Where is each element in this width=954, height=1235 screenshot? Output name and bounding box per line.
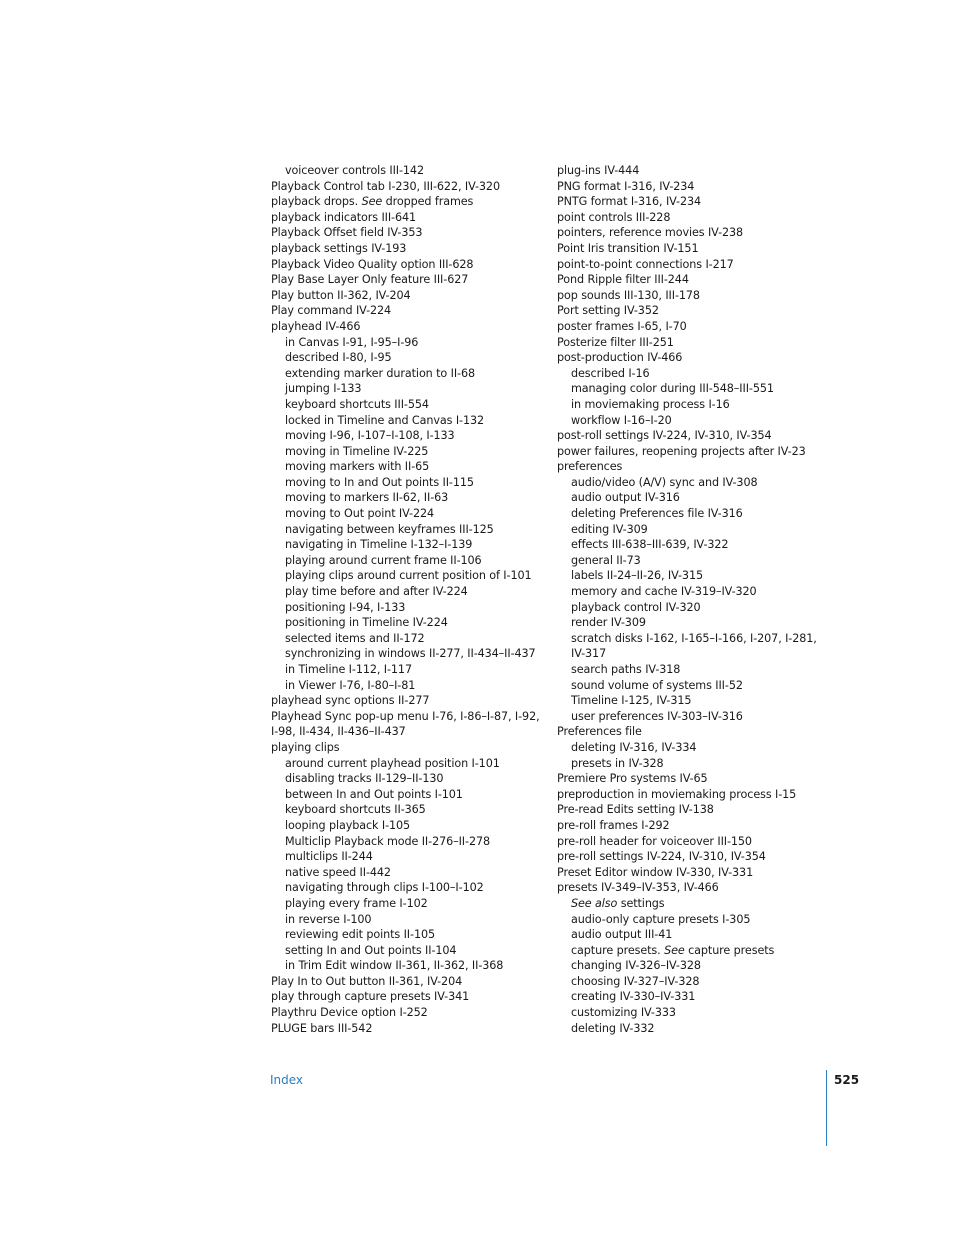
index-entry: pop sounds III-130, III-178 [557, 288, 700, 302]
index-entry: moving markers with II-65 [285, 460, 430, 474]
index-entry: described I-80, I-95 [285, 351, 392, 365]
index-entry: in Trim Edit window II-361, II-362, II-368 [285, 959, 504, 973]
index-entry: Play Base Layer Only feature III-627 [271, 273, 469, 287]
index-entry: selected items and II-172 [285, 631, 425, 645]
index-entry [557, 943, 807, 959]
index-entry: PNTG format I-316, IV-234 [557, 195, 702, 209]
index-entry: audio-only capture presets I-305 [571, 912, 751, 926]
index-cross-reference: See [664, 943, 685, 957]
index-entry-text: playback drops. [271, 195, 362, 209]
index-entry: navigating in Timeline I-132–I-139 [285, 538, 473, 552]
index-entry: I-98, II-434, II-436–II-437 [271, 725, 406, 739]
index-entry: Playthru Device option I-252 [271, 1006, 428, 1020]
index-entry: post-roll settings IV-224, IV-310, IV-354 [557, 429, 772, 443]
index-entry: navigating through clips I-100–I-102 [285, 881, 484, 895]
index-entry: playing clips [271, 740, 340, 754]
index-entry: render IV-309 [571, 616, 646, 630]
index-cross-reference: See also [571, 896, 618, 910]
index-entry: moving to In and Out points II-115 [285, 475, 474, 489]
index-entry: IV-317 [571, 647, 607, 661]
index-entry: sound volume of systems III-52 [571, 678, 743, 692]
index-entry: Play command IV-224 [271, 304, 392, 318]
index-entry: effects III-638–III-639, IV-322 [571, 538, 729, 552]
index-entry: pre-roll frames I-292 [557, 818, 670, 832]
index-entry: post-production IV-466 [557, 351, 683, 365]
index-entry: positioning I-94, I-133 [285, 600, 406, 614]
index-entry: playback indicators III-641 [271, 210, 417, 224]
index-entry: in Viewer I-76, I-80–I-81 [285, 678, 416, 692]
index-entry: poster frames I-65, I-70 [557, 319, 687, 333]
index-entry: jumping I-133 [285, 382, 362, 396]
index-entry: positioning in Timeline IV-224 [285, 616, 448, 630]
index-entry: Point Iris transition IV-151 [557, 241, 699, 255]
page-number: 525 [834, 1073, 860, 1087]
index-entry: playing clips around current position of I-101 [285, 569, 532, 583]
index-entry: Playhead Sync pop-up menu I-76, I-86–I-87, I-92, [271, 709, 540, 723]
index-column-right [557, 163, 817, 1036]
index-entry: scratch disks I-162, I-165–I-166, I-207, I-281, [571, 631, 817, 645]
index-entry: multiclips II-244 [285, 850, 373, 864]
index-entry: PNG format I-316, IV-234 [557, 179, 695, 193]
index-entry: in Timeline I-112, I-117 [285, 663, 412, 676]
index-entry: audio output III-41 [571, 928, 673, 942]
index-entry: Multiclip Playback mode II-276–II-278 [285, 834, 491, 848]
index-entry: audio output IV-316 [571, 491, 680, 505]
index-entry: disabling tracks II-129–II-130 [285, 772, 444, 786]
index-entry: keyboard shortcuts II-365 [285, 803, 426, 817]
index-entry: play through capture presets IV-341 [271, 990, 470, 1004]
index-entry: Premiere Pro systems IV-65 [557, 772, 708, 786]
index-entry: deleting IV-332 [571, 1021, 655, 1035]
index-column-left [271, 163, 541, 1036]
index-entry: synchronizing in windows II-277, II-434–II-437 [285, 647, 536, 661]
index-entry: Playback Video Quality option III-628 [271, 257, 474, 271]
index-entry: Pond Ripple filter III-244 [557, 273, 689, 287]
index-entry [557, 896, 807, 912]
index-entry: playback settings IV-193 [271, 241, 407, 255]
index-entry: presets IV-349–IV-353, IV-466 [557, 881, 719, 895]
index-entry: playback control IV-320 [571, 600, 701, 614]
index-entry: PLUGE bars III-542 [271, 1021, 373, 1035]
index-entry: moving to markers II-62, II-63 [285, 491, 449, 505]
index-entry: general II-73 [571, 553, 641, 567]
index-entry: deleting IV-316, IV-334 [571, 740, 697, 754]
index-entry: voiceover controls III-142 [285, 164, 424, 177]
index-entry: pointers, reference movies IV-238 [557, 226, 744, 240]
index-entry: Playback Control tab I-230, III-622, IV-320 [271, 179, 500, 193]
index-entry: Play In to Out button II-361, IV-204 [271, 974, 463, 988]
index-entry: reviewing edit points II-105 [285, 928, 435, 942]
index-entry-target: dropped frames [382, 195, 474, 209]
index-cross-reference: See [361, 195, 383, 209]
index-entry: described I-16 [571, 366, 650, 380]
index-entry: presets in IV-328 [571, 756, 664, 770]
footer-section-label: Index [270, 1073, 304, 1087]
index-entry: between In and Out points I-101 [285, 787, 463, 801]
index-entry: Playback Offset field IV-353 [271, 226, 423, 240]
index-entry: around current playhead position I-101 [285, 756, 500, 770]
index-entry: Port setting IV-352 [557, 304, 659, 318]
index-entry: editing IV-309 [571, 522, 648, 536]
index-entry: labels II-24–II-26, IV-315 [571, 569, 703, 583]
index-entry: search paths IV-318 [571, 663, 681, 676]
index-entry-text: capture presets. [571, 943, 665, 957]
index-entry: changing IV-326–IV-328 [571, 959, 701, 973]
index-entry: moving in Timeline IV-225 [285, 444, 429, 458]
index-entry: keyboard shortcuts III-554 [285, 397, 429, 411]
index-entry: deleting Preferences file IV-316 [571, 507, 743, 521]
index-entry: preproduction in moviemaking process I-15 [557, 787, 797, 801]
index-entry: playing around current frame II-106 [285, 553, 482, 567]
index-entry: Preset Editor window IV-330, IV-331 [557, 865, 754, 879]
index-entry [271, 194, 541, 210]
index-entry: playhead sync options II-277 [271, 694, 430, 708]
index-entry: Play button II-362, IV-204 [271, 288, 411, 302]
index-entry: in Canvas I-91, I-95–I-96 [285, 335, 419, 349]
index-entry-target: settings [617, 896, 665, 910]
index-entry: playing every frame I-102 [285, 896, 428, 910]
index-entry: navigating between keyframes III-125 [285, 522, 494, 536]
index-entry: moving I-96, I-107–I-108, I-133 [285, 429, 455, 443]
footer-divider [826, 1070, 827, 1146]
index-entry: plug-ins IV-444 [557, 164, 640, 177]
index-entry: Preferences file [557, 725, 642, 739]
index-entry: Pre-read Edits setting IV-138 [557, 803, 714, 817]
index-entry: user preferences IV-303–IV-316 [571, 709, 743, 723]
index-entry: Timeline I-125, IV-315 [571, 694, 692, 708]
index-entry: memory and cache IV-319–IV-320 [571, 585, 757, 599]
index-entry: audio/video (A/V) sync and IV-308 [571, 475, 758, 489]
index-entry: point controls III-228 [557, 210, 671, 224]
index-entry: preferences [557, 460, 623, 474]
index-entry: looping playback I-105 [285, 818, 411, 832]
index-entry: extending marker duration to II-68 [285, 366, 475, 380]
index-entry: choosing IV-327–IV-328 [571, 974, 700, 988]
index-entry: playhead IV-466 [271, 319, 361, 333]
index-entry: moving to Out point IV-224 [285, 507, 435, 521]
index-entry: workflow I-16–I-20 [571, 413, 672, 427]
index-entry: managing color during III-548–III-551 [571, 382, 774, 396]
index-entry: native speed II-442 [285, 865, 391, 879]
index-entry: in moviemaking process I-16 [571, 397, 730, 411]
index-entry: in reverse I-100 [285, 912, 372, 926]
index-entry: customizing IV-333 [571, 1006, 676, 1020]
index-entry: point-to-point connections I-217 [557, 257, 734, 271]
index-entry: locked in Timeline and Canvas I-132 [285, 413, 485, 427]
index-entry: setting In and Out points II-104 [285, 943, 457, 957]
index-entry: power failures, reopening projects after IV-23 [557, 444, 806, 458]
index-entry: pre-roll settings IV-224, IV-310, IV-354 [557, 850, 766, 864]
index-entry-target: capture presets [684, 943, 775, 957]
index-entry: play time before and after IV-224 [285, 585, 468, 599]
index-entry: creating IV-330–IV-331 [571, 990, 696, 1004]
index-entry: pre-roll header for voiceover III-150 [557, 834, 752, 848]
index-entry: Posterize filter III-251 [557, 335, 674, 349]
